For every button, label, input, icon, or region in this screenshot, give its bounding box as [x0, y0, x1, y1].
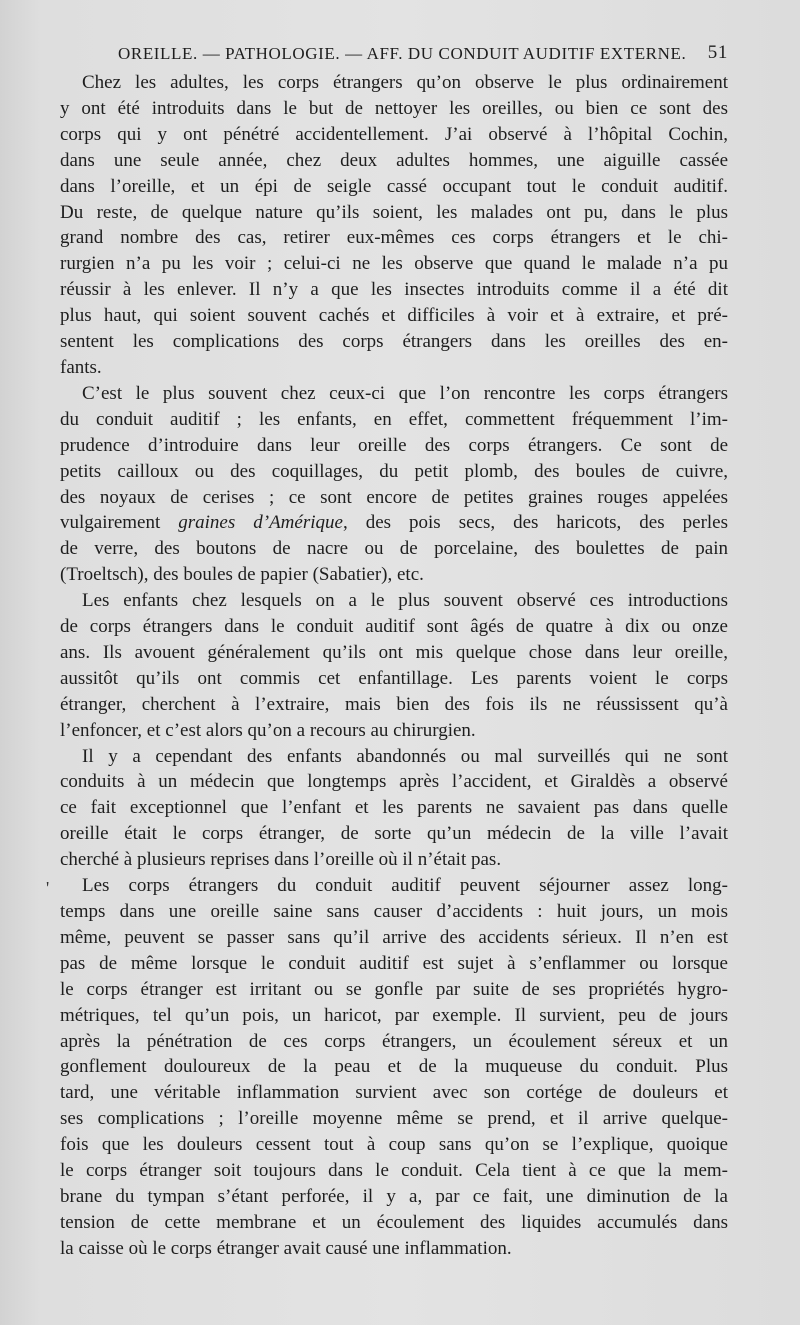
text-line: le corps étranger est irritant ou se gonfle par suite de ses propriétés hygro-: [60, 978, 728, 1000]
text-line: pas de même lorsque le conduit auditif est sujet à s’enflammer ou lorsque: [60, 952, 728, 974]
text-line: gonflement douloureux de la peau et de la muqueuse du conduit. Plus: [60, 1056, 728, 1078]
text-line: conduits à un médecin que longtemps après l’accident, et Giraldès a observé: [60, 771, 728, 793]
text-line: aussitôt qu’ils ont commis cet enfantillage. Les parents voient le corps: [60, 667, 728, 689]
text-line: grand nombre des cas, retirer eux-mêmes ces corps étrangers et le chi-: [60, 227, 728, 249]
paragraph-children: [60, 381, 728, 588]
text-line: ses complications ; l’oreille moyenne même se prend, et il arrive quelque-: [60, 1108, 728, 1130]
text-line: sentent les complications des corps étrangers dans les oreilles des en-: [60, 331, 728, 353]
text-line: métriques, tel qu’un pois, un haricot, par exemple. Il survient, peu de jours: [60, 1004, 728, 1026]
text-line: oreille était le corps étranger, de sorte qu’un médecin de la ville l’avait: [60, 823, 728, 845]
text-line: de verre, des boutons de nacre ou de porcelaine, des boulettes de pain: [60, 538, 728, 560]
text-line: ans. Ils avouent généralement qu’ils ont mis quelque chose dans leur oreille,: [60, 641, 728, 663]
text-line: rurgien n’a pu les voir ; celui-ci ne les observe que quand le malade n’a pu: [60, 253, 728, 275]
text-line: tard, une véritable inflammation survient avec son cortége de douleurs et: [60, 1082, 728, 1104]
paragraph-neglected: [60, 744, 728, 874]
text-line: même, peuvent se passer sans qu’il arrive des accidents sérieux. Il n’en est: [60, 926, 728, 948]
text-line: la caisse où le corps étranger avait causé une inflammation.: [60, 1237, 512, 1259]
text-line: prudence d’introduire dans leur oreille des corps étrangers. Ce sont de: [60, 434, 728, 456]
text-run: , des pois secs, des haricots, des perles: [342, 512, 728, 534]
text-line: plus haut, qui soient souvent cachés et difficiles à voir et à extraire, et pré-: [60, 305, 728, 327]
text-line: des noyaux de cerises ; ce sont encore de petites graines rouges appelées: [60, 486, 728, 508]
text-line: de corps étrangers dans le conduit auditif sont âgés de quatre à dix ou onze: [60, 616, 728, 638]
text-line: Du reste, de quelque nature qu’ils soient, les malades ont pu, dans le plus: [60, 201, 728, 223]
text-line: y ont été introduits dans le but de nettoyer les oreilles, ou bien ce sont des: [60, 97, 728, 119]
text-line: fants.: [60, 356, 102, 378]
text-run: vulgairement: [60, 512, 179, 534]
paragraph-ages: [60, 588, 728, 743]
text-line: dans une seule année, chez deux adultes hommes, une aiguille cassée: [60, 149, 728, 171]
text-line: cherché à plusieurs reprises dans l’oreille où il n’était pas.: [60, 849, 502, 871]
text-line: corps qui y ont pénétré accidentellement. J’ai observé à l’hôpital Cochin,: [60, 123, 728, 145]
paragraph-complications: [60, 873, 728, 1262]
text-line: temps dans une oreille saine sans causer d’accidents : huit jours, un mois: [60, 901, 728, 922]
text-line: brane du tympan s’étant perforée, il y a, par ce fait, une diminution de la: [60, 1185, 728, 1207]
text-line: C’est le plus souvent chez ceux-ci que l’on rencontre les corps étrangers: [82, 382, 728, 404]
italic-term: graines d’Amérique: [178, 512, 343, 534]
text-line: dans l’oreille, et un épi de seigle cassé occupant tout le conduit auditif.: [60, 175, 728, 197]
text-line: étranger, cherchent à l’extraire, mais bien des fois ils ne réussissent qu’à: [60, 693, 728, 715]
text-line: Il y a cependant des enfants abandonnés ou mal surveillés qui ne sont: [82, 745, 728, 767]
text-line: après la pénétration de ces corps étrangers, un écoulement séreux et un: [60, 1030, 728, 1052]
running-head-title: OREILLE. — PATHOLOGIE. — AFF. DU CONDUIT AUDITIF EXTERNE.: [118, 44, 687, 63]
text-line: ce fait exceptionnel que l’enfant et les parents ne savaient pas dans quelle: [60, 797, 728, 819]
text-line: l’enfoncer, et c’est alors qu’on a recours au chirurgien.: [60, 719, 476, 741]
text-line: Les enfants chez lesquels on a le plus souvent observé ces introductions: [82, 590, 728, 612]
text-line: le corps étranger soit toujours dans le conduit. Cela tient à ce que la mem-: [60, 1160, 728, 1182]
paragraph-adults: [60, 70, 728, 381]
text-line: petits cailloux ou des coquillages, du petit plomb, des boules de cuivre,: [60, 460, 728, 482]
margin-mark: ': [46, 878, 50, 898]
text-line: (Troeltsch), des boules de papier (Sabatier), etc.: [60, 564, 424, 586]
text-line: Les corps étrangers du conduit auditif peuvent séjourner assez long-: [82, 875, 728, 897]
running-head: [60, 42, 728, 70]
body-text: [60, 70, 728, 1262]
text-line: Chez les adultes, les corps étrangers qu’on observe le plus ordinairement: [82, 72, 728, 93]
text-line-with-italic: [60, 510, 728, 536]
text-line: tension de cette membrane et un écoulement des liquides accumulés dans: [60, 1211, 728, 1233]
text-line: fois que les douleurs cessent tout à coup sans qu’on se l’explique, quoique: [60, 1134, 728, 1156]
text-line: du conduit auditif ; les enfants, en effet, commettent fréquemment l’im-: [60, 408, 728, 430]
text-line: réussir à les enlever. Il n’y a que les insectes introduits comme il a été dit: [60, 279, 728, 301]
page-number: 51: [707, 42, 728, 63]
